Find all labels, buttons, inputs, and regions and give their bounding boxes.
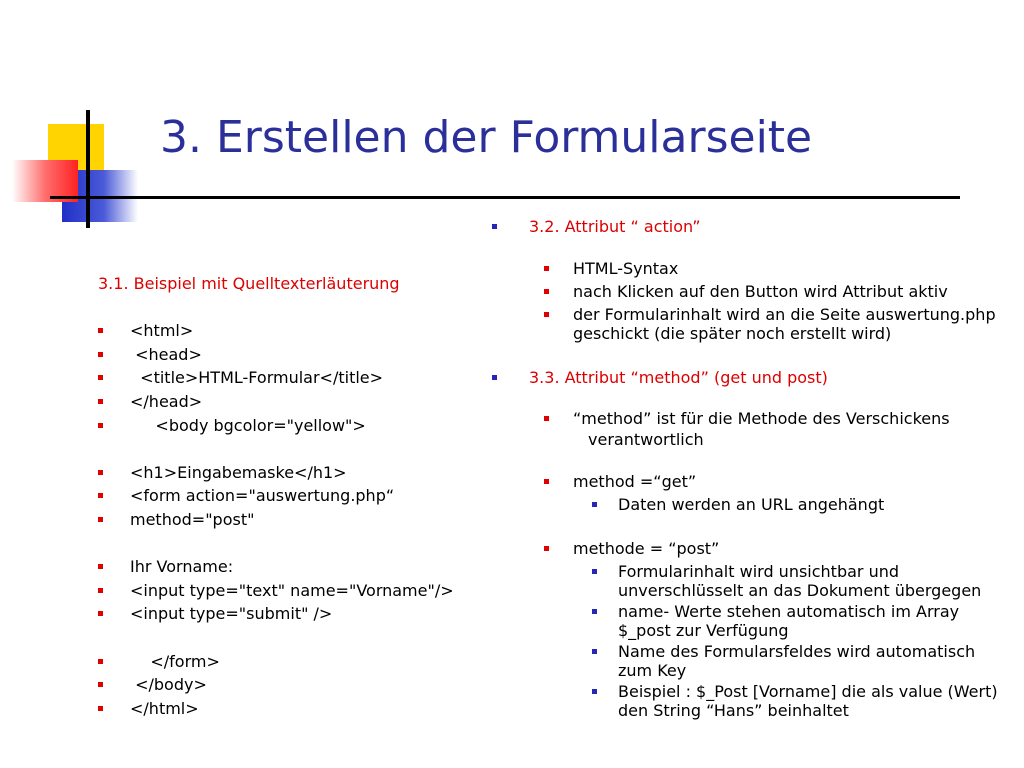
code-line: <form action="auswertung.php“	[98, 484, 488, 508]
list-item: der Formularinhalt wird an die Seite auswertung.php geschickt (die später noch erstellt wird)	[492, 305, 1002, 343]
sub-list-item: name- Werte stehen automatisch im Array $_post zur Verfügung	[492, 602, 1002, 640]
bullet-icon	[592, 502, 597, 507]
bullet-icon	[592, 569, 597, 574]
bullet-icon	[492, 224, 497, 229]
code-line: <input type="text" name="Vorname"/>	[98, 579, 488, 603]
bullet-icon	[592, 649, 597, 654]
list-item: nach Klicken auf den Button wird Attribut aktiv	[492, 282, 1002, 301]
code-line: <body bgcolor="yellow">	[98, 414, 488, 438]
bullet-icon	[98, 682, 103, 687]
bullet-icon	[98, 399, 103, 404]
bullet-icon	[98, 493, 103, 498]
code-line: <head>	[98, 343, 488, 367]
bullet-icon	[544, 266, 549, 271]
code-line: </body>	[98, 673, 488, 697]
sub-list-item: Name des Formularsfeldes wird automatisch zum Key	[492, 642, 1002, 680]
bullet-icon	[592, 689, 597, 694]
code-line: <title>HTML-Formular</title>	[98, 366, 488, 390]
bullet-icon	[544, 479, 549, 484]
right-column	[492, 215, 1002, 722]
bullet-icon	[544, 416, 549, 421]
sub-list-item: Daten werden an URL angehängt	[492, 495, 1002, 514]
code-line: method="post"	[98, 508, 488, 532]
code-line: </form>	[98, 650, 488, 674]
list-item: HTML-Syntax	[492, 259, 1002, 278]
section-heading-action: 3.2. Attribut “ action”	[492, 215, 1002, 239]
code-line: </head>	[98, 390, 488, 414]
bullet-icon	[98, 517, 103, 522]
section-heading-example: 3.1. Beispiel mit Quelltexterläuterung	[98, 274, 400, 293]
sub-list-item: Formularinhalt wird unsichtbar und unverschlüsselt an das Dokument übergegen	[492, 562, 1002, 600]
list-item-get: method =“get”	[492, 472, 1002, 491]
bullet-icon	[98, 352, 103, 357]
bullet-icon	[98, 706, 103, 711]
left-column	[98, 272, 488, 720]
bullet-icon	[98, 423, 103, 428]
code-line: <h1>Eingabemaske</h1>	[98, 461, 488, 485]
slide-title: 3. Erstellen der Formularseite	[160, 112, 813, 163]
bullet-icon	[592, 609, 597, 614]
logo-vertical-line	[86, 110, 90, 228]
code-line: Ihr Vorname:	[98, 555, 488, 579]
bullet-icon	[98, 659, 103, 664]
bullet-icon	[544, 546, 549, 551]
code-line: <html>	[98, 319, 488, 343]
list-item: “method” ist für die Methode des Verschickens	[492, 409, 1002, 428]
code-line: </html>	[98, 697, 488, 721]
bullet-icon	[98, 611, 103, 616]
bullet-icon	[98, 588, 103, 593]
bullet-icon	[98, 375, 103, 380]
bullet-icon	[98, 328, 103, 333]
title-underline	[50, 196, 960, 199]
list-item-continuation: verantwortlich	[588, 430, 704, 450]
bullet-icon	[544, 312, 549, 317]
sub-list-item: Beispiel : $_Post [Vorname] die als value (Wert) den String “Hans” beinhaltet	[492, 682, 1002, 720]
code-line: <input type="submit" />	[98, 602, 488, 626]
bullet-icon	[98, 470, 103, 475]
section-heading-method: 3.3. Attribut “method” (get und post)	[492, 366, 1002, 390]
bullet-icon	[98, 564, 103, 569]
bullet-icon	[492, 375, 497, 380]
list-item-post: methode = “post”	[492, 539, 1002, 558]
bullet-icon	[544, 289, 549, 294]
